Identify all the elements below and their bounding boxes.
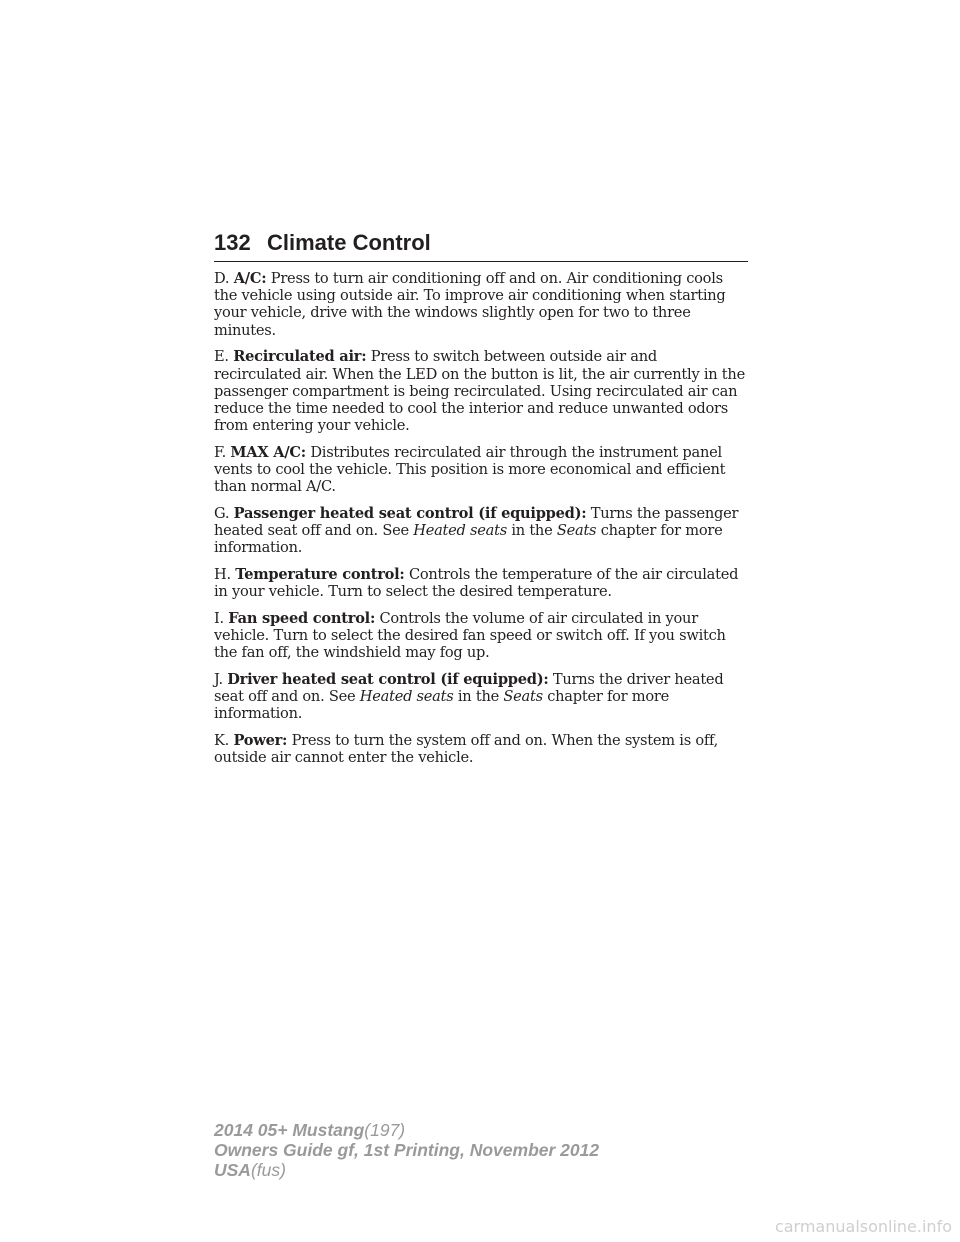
item-letter: H.	[214, 566, 231, 584]
item-letter: K.	[214, 732, 230, 750]
item-text: Distributes recirculated air through the instrument panel vents to cool the vehicle. This position is more economical and efficient than normal A/C.	[214, 443, 726, 496]
watermark: carmanualsonline.info	[774, 1217, 952, 1236]
item-recirculated-air	[214, 348, 748, 434]
page-number: 132	[214, 230, 251, 255]
item-text: in the	[457, 688, 499, 706]
item-term: Recirculated air:	[233, 348, 367, 366]
footer-edition: Owners Guide gf, 1st Printing, November 2012	[214, 1140, 600, 1160]
item-letter: G.	[214, 504, 230, 522]
item-driver-heated-seat	[214, 671, 748, 723]
item-temperature-control	[214, 566, 748, 600]
footer-model: 2014 05+ Mustang	[214, 1120, 365, 1140]
item-term: MAX A/C:	[230, 443, 306, 461]
item-letter: E.	[214, 348, 229, 366]
footer-market: USA	[214, 1160, 251, 1180]
document-footer	[214, 1120, 599, 1180]
page-body	[214, 270, 748, 776]
item-letter: F.	[214, 443, 226, 461]
item-max-ac	[214, 444, 748, 496]
item-text: chapter for more information.	[214, 522, 723, 557]
cross-reference-topic: Heated seats	[359, 688, 454, 706]
item-text: Controls the temperature of the air circulated in your vehicle. Turn to select the desired temperature.	[214, 566, 739, 601]
item-term: Temperature control:	[235, 566, 405, 584]
item-text: in the	[511, 522, 553, 540]
item-ac	[214, 270, 748, 339]
chapter-title: Climate Control	[267, 230, 431, 255]
item-passenger-heated-seat	[214, 505, 748, 557]
item-text: chapter for more information.	[214, 688, 670, 723]
footer-line-edition	[214, 1140, 599, 1160]
item-text: Press to turn air conditioning off and on. Air conditioning cools the vehicle using outside air. To improve air conditioning when starting your vehicle, drive with the windows slightly open for two to three minutes.	[214, 270, 726, 339]
item-fan-speed-control	[214, 610, 748, 662]
item-text: Controls the volume of air circulated in your vehicle. Turn to select the desired fan speed or switch off. If you switch the fan off, the windshield may fog up.	[214, 609, 726, 662]
item-term: Power:	[233, 732, 288, 750]
item-term: A/C:	[233, 270, 267, 287]
item-term: Passenger heated seat control (if equipped):	[233, 504, 587, 522]
cross-reference-chapter: Seats	[556, 522, 597, 540]
cross-reference-topic: Heated seats	[413, 522, 507, 540]
item-letter: I.	[214, 609, 224, 627]
item-text: Turns the passenger heated seat off and on. See	[214, 504, 739, 540]
footer-market-code: (fus)	[250, 1160, 286, 1180]
footer-line-model	[214, 1120, 599, 1140]
item-text: Turns the driver heated seat off and on. See	[214, 671, 724, 706]
footer-line-market	[214, 1160, 599, 1180]
cross-reference-chapter: Seats	[503, 688, 543, 706]
item-term: Fan speed control:	[228, 609, 376, 627]
item-text: Press to switch between outside air and recirculated air. When the LED on the button is lit, the air currently in the passenger compartment is being recirculated. Using recirculated air can reduce the time needed to cool the interior and reduce unwanted odors from entering your vehicle.	[214, 348, 745, 435]
item-term: Driver heated seat control (if equipped):	[227, 671, 549, 689]
item-text: Press to turn the system off and on. When the system is off, outside air cannot enter the vehicle.	[214, 732, 719, 767]
item-power	[214, 732, 748, 766]
page-header	[214, 230, 748, 262]
footer-page-code: (197)	[364, 1120, 406, 1140]
item-letter: D.	[214, 270, 230, 287]
item-letter: J.	[214, 671, 223, 689]
